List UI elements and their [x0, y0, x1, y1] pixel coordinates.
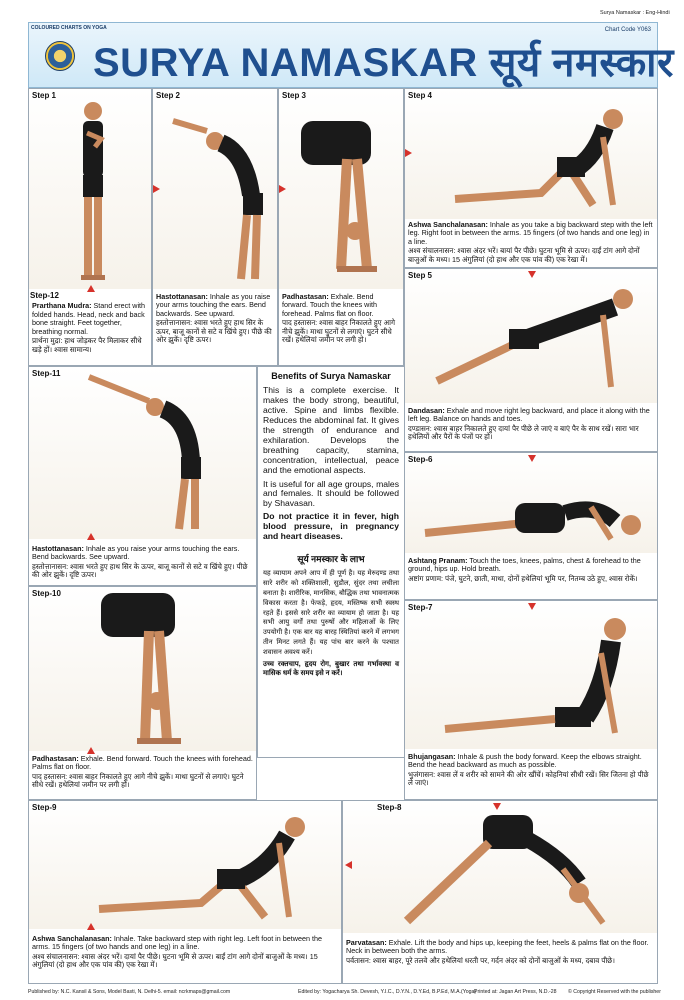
step-2-photo: [153, 89, 277, 289]
step-3-caption: [282, 293, 400, 345]
pose-name: Ashtang Pranam:: [408, 556, 468, 565]
backbend-figure-icon: [79, 371, 239, 537]
arrow-down-icon: [528, 603, 536, 610]
pose-instructions-hindi: अष्टांग प्रणाम: पंजे, घुटने, छाती, माथा, दोनों हथेलियां भूमि पर, नितम्ब उठे हुए, श्वास रोकें।: [408, 573, 638, 583]
printer-credit: Printed at: Jagan Art Press, N.D.-28: [474, 989, 557, 995]
arrow-up-icon: [87, 923, 95, 930]
step-2-caption: [156, 293, 274, 345]
pose-instructions-hindi: अश्व संचालनासन: श्वास अंदर भरें। बायां पैर पीछे। घुटना भूमि से ऊपर। दाईं टांग आगे दोनों बाजुओं के मध्य। 15 अंगुलियां (दो हाथ और एक पांव की) एक रेखा में।: [408, 246, 640, 264]
step-9-panel: [28, 800, 342, 984]
arrow-right-icon: [279, 185, 286, 193]
benefits-title-hindi: सूर्य नमस्कार के लाभ: [297, 554, 365, 565]
step-label: Step 5: [408, 271, 433, 280]
pose-instructions: Exhale. Lift the body and hips up, keeping the feet, heels & palms flat on the floor. Neck in between both the arms.: [346, 938, 649, 956]
step-12-label: Step-12: [30, 291, 59, 300]
arrow-down-icon: [528, 455, 536, 462]
step-8-caption: [346, 939, 654, 965]
arrow-left-icon: [345, 861, 352, 869]
mountain-figure-icon: [393, 809, 623, 933]
step-label: Step-11: [32, 369, 61, 378]
pose-instructions-hindi: पाद हस्तासन: श्वास बाहर निकालते हुए आगे नीचे झुकें। माथा घुटनों से लगाएं। घुटने सीधे रखें। हथेलियां जमीन पर लगी हो।: [32, 771, 244, 790]
step-5-caption: [408, 407, 654, 442]
page-title: SURYA NAMASKAR सूर्य नमस्कार: [93, 41, 674, 85]
header-banner: [28, 22, 674, 88]
arrow-up-icon: [87, 747, 95, 754]
step-label: Step 3: [282, 91, 307, 100]
pose-instructions-hindi: पर्वतासन: श्वास बाहर, पूरे तलवे और हथेलियां धरती पर, गर्दन अंदर को दोनों बाजुओं के मध्य, दबाव पीछे।: [346, 955, 615, 965]
step-label: Step-8: [377, 803, 402, 812]
chart-code: Chart Code Y063: [604, 27, 651, 33]
chart-name: Surya Namaskar : Eng-Hindi: [600, 10, 670, 16]
pose-instructions: Exhale and move right leg backward, and place it along with the left leg. Balance on hands and toes.: [408, 406, 650, 424]
series-label: COLOURED CHARTS ON YOGA: [31, 25, 107, 31]
step-label: Step 1: [32, 91, 57, 100]
benefits-warning-hindi: उच्च रक्तचाप, हृदय रोग, बुखार तथा गर्भावस्था व मासिक धर्म के समय इसे न करें।: [263, 660, 399, 677]
step-11-photo: [29, 367, 256, 539]
pose-name: Padhastasan:: [282, 292, 329, 301]
benefits-box: [257, 366, 405, 758]
arrow-down-icon: [493, 803, 501, 810]
benefits-text-hindi: यह व्यायाम अपने आप में ही पूर्ण है। यह मेरुदण्ड तथा सारे शरीर को शक्तिशाली, सुडौल, सुंदर तथा लचीला बनाता है। शारीरिक, मानसिक, बौद्धिक तथा भावनात्मक विकास करता है। फेफड़े, हृदय, मस्तिष्क सभी स्वस्थ रहते हैं। इससे सारे शरीर का व्यायाम हो जाता है। यह सभी आयु वर्गों तथा पुरुषों और महिलाओं के लिए उपयोगी है। एक बार यह बारह स्थितियां करने में लगभग तीन मिनट लगते हैं। यह पांच बार करने के पश्चात शवासन अवश्य करें।: [263, 570, 399, 656]
pose-instructions-hindi: दण्डासन: श्वास बाहर निकालते हुए दायां पैर पीछे ले जाएं व बाएं पैर के साथ रखें। सारा भार हथेलियों और पैरों के पंजों पर हो।: [408, 423, 639, 442]
publisher-credit: Published by: N.C. Kansil & Sons, Model Basti, N. Delhi-5. email: ncrkmaps@gmail.com: [28, 989, 231, 995]
pose-instructions: Exhale. Bend forward. Touch the knees with forehead. Palms flat on floor.: [282, 292, 377, 318]
pose-instructions: Exhale. Bend forward. Touch the knees with forehead. Palms flat on floor.: [32, 754, 253, 772]
pose-instructions: Stand erect with folded hands. Head, neck and back bone straight. Feet together, breathing normal.: [32, 301, 146, 336]
pose-name: Ashwa Sanchalanasan:: [408, 220, 488, 229]
step-9-photo: [29, 801, 341, 929]
pose-instructions-hindi: हस्तोत्तानासन: श्वास भरते हुए हाथ सिर के ऊपर, बाजू कानों से सटे व खिंचे हुए। पीछे की ओर झुकें। दृष्टि ऊपर।: [156, 318, 272, 345]
step-2-panel: [152, 88, 278, 366]
step-10-panel: [28, 586, 257, 800]
benefits-warning: Do not practice it in fever, high blood pressure, in pregnancy and heart diseases.: [263, 511, 399, 542]
step-9-caption: [32, 935, 338, 970]
benefits-usage: It is useful for all age groups, males and females. It should be followed by Shavasan.: [263, 478, 399, 509]
step-1-caption: [32, 293, 148, 354]
pose-name: Dandasan:: [408, 406, 445, 415]
arrow-down-icon: [528, 271, 536, 278]
pose-instructions-hindi: पाद हस्तासन: श्वास बाहर निकालते हुए आगे नीचे झुकें। माथा घुटनों से लगाएं। घुटने सीधे रखें। हथेलियां जमीन पर लगी हो।: [282, 318, 396, 345]
step-7-photo: [405, 601, 657, 749]
step-5-photo: [405, 269, 657, 403]
cobra-figure-icon: [435, 607, 645, 747]
pose-name: Hastottanasan:: [156, 292, 208, 301]
backbend-figure-icon: [167, 103, 267, 289]
step-label: Step-10: [32, 589, 61, 598]
step-7-panel: [404, 600, 658, 800]
pose-instructions-hindi: प्रार्थना मुद्रा: हाथ जोड़कर पैर मिलाकर सीधे खड़े हों। श्वास सामान्य।: [32, 336, 142, 354]
pose-instructions: Inhale as you raise your arms touching the ears. Bend backwards. See upward.: [32, 544, 240, 562]
pose-instructions-hindi: अश्व संचालनासन: श्वास अंदर भरें। दायां पैर पीछे। घुटना भूमि से ऊपर। बाईं टांग आगे दोनों बाजुओं के मध्य। 15 अंगुलियां (दो हाथ और एक पांव की) एक रेखा में।: [32, 951, 318, 970]
lunge-figure-icon: [445, 97, 635, 217]
pose-instructions: Inhale. Take backward step with right leg. Left foot in between the arms. 15 fingers (of two hands and one leg) in a line.: [32, 934, 322, 952]
step-label: Step 4: [408, 91, 433, 100]
step-8-photo: [343, 801, 657, 933]
step-11-panel: [28, 366, 257, 586]
pose-instructions: Touch the toes, knees, palms, chest & forehead to the ground, hips up. Hold breath.: [408, 556, 641, 574]
step-10-photo: [29, 587, 256, 751]
pose-instructions: Inhale & push the body forward. Keep the elbows straight. Bend the head backward as much as possible.: [408, 752, 642, 770]
forward-bend-figure-icon: [89, 591, 199, 751]
forward-bend-figure-icon: [297, 119, 387, 289]
step-1-panel: [28, 88, 152, 366]
pose-name: Parvatasan:: [346, 938, 387, 947]
pose-instructions: Inhale as you take a big backward step with the left leg. Right foot in between the arms. 15 fingers (of two hands and one leg) in a line.: [408, 220, 653, 246]
step-label: Step-7: [408, 603, 433, 612]
benefits-title: Benefits of Surya Namaskar: [271, 371, 391, 381]
step-1-photo: [29, 89, 151, 289]
pose-instructions-hindi: हस्तोत्तानासन: श्वास भरते हुए हाथ सिर के ऊपर, बाजू कानों से सटे व खिंचे हुए। पीछे की ओर झुकें। दृष्टि ऊपर।: [32, 561, 248, 580]
arrow-up-icon: [87, 533, 95, 540]
benefits-text: This is a complete exercise. It makes the body strong, beautiful, active. Spine and limbs flexible. Reduces the abdominal fat. It gives the strength of endurance and exhilaration. Develops the breathing capacity, stamina, concentration, intellectual, peace and the emotional aspects.: [263, 384, 399, 475]
step-6-panel: [404, 452, 658, 600]
pose-name: Padhastasan:: [32, 754, 79, 763]
step-label: Step 2: [156, 91, 181, 100]
step-5-panel: [404, 268, 658, 452]
step-4-caption: [408, 221, 654, 264]
step-6-photo: [405, 453, 657, 553]
editor-credit: Edited by: Yogacharya Sh. Devesh, Y.I.C., D.Y.N., D.Y.Ed, B.P.Ed, M.A.(Yoga): [298, 989, 477, 995]
publisher-logo-icon: [45, 41, 75, 71]
pose-instructions: Inhale as you raise your arms touching the ears. Bend backwards. See upward.: [156, 292, 271, 318]
step-7-caption: [408, 753, 654, 788]
lunge-figure-icon: [89, 807, 319, 927]
step-8-panel: [342, 800, 658, 984]
step-3-panel: [278, 88, 404, 366]
pose-name: Hastottanasan:: [32, 544, 84, 553]
step-6-caption: [408, 557, 654, 583]
pose-name: Ashwa Sanchalanasan:: [32, 934, 112, 943]
copyright-notice: © Copyright Reserved with the publisher: [568, 989, 661, 995]
step-10-caption: [32, 755, 253, 790]
plank-figure-icon: [425, 279, 645, 399]
eight-limb-figure-icon: [415, 473, 655, 553]
step-label: Step-6: [408, 455, 433, 464]
step-11-caption: [32, 545, 253, 580]
standing-prayer-figure-icon: [69, 97, 119, 287]
pose-name: Prarthana Mudra:: [32, 301, 92, 311]
arrow-up-icon: [87, 285, 95, 292]
step-3-photo: [279, 89, 403, 289]
arrow-right-icon: [405, 149, 412, 157]
pose-name: Bhujangasan:: [408, 752, 456, 761]
step-4-photo: [405, 89, 657, 219]
step-4-panel: [404, 88, 658, 268]
step-label: Step-9: [32, 803, 57, 812]
pose-instructions-hindi: भुजंगासन: श्वास लें व शरीर को सामने की ओर खींचें। कोहनियां सीधी रखें। सिर जितना हो पीछे ले जाएं।: [408, 769, 649, 788]
arrow-right-icon: [153, 185, 160, 193]
